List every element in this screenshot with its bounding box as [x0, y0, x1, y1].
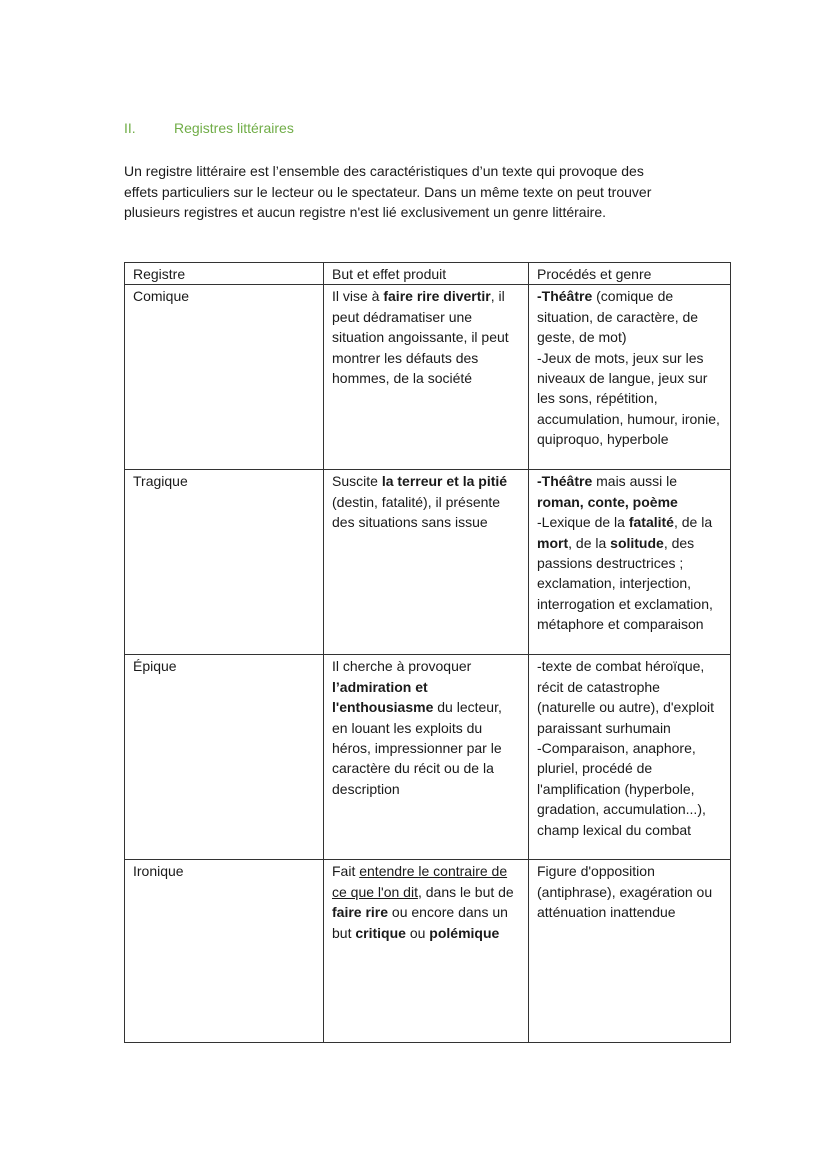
bold-text: -Théâtre	[537, 288, 593, 305]
text: Suscite	[332, 473, 382, 490]
bold-text: faire rire divertir	[383, 288, 491, 305]
cell-registre: Tragique	[125, 470, 324, 655]
bold-text: polémique	[429, 924, 500, 941]
text: du lecteur, en louant les exploits du héros, impressionner par le caractère du récit ou de la description	[332, 699, 502, 797]
procede-line	[537, 512, 722, 634]
header-but: But et effet produit	[324, 263, 529, 285]
text: Il vise à	[332, 288, 384, 305]
section-title: Registres littéraires	[174, 120, 294, 136]
cell-procedes	[529, 655, 731, 860]
table-row-tragique	[125, 470, 731, 655]
cell-procedes	[529, 285, 731, 470]
text: -Lexique de la	[537, 514, 629, 531]
underlined-text: entendre le contraire de ce que l'on dit	[332, 863, 508, 900]
text: ou encore dans un but	[332, 904, 508, 941]
text: , dans le but de	[417, 883, 514, 900]
procede-line	[537, 471, 722, 512]
table-row-comique	[125, 285, 731, 470]
bold-text: l’admiration et l'enthousiasme	[332, 678, 434, 716]
text: ou	[405, 924, 430, 941]
procede-line: -texte de combat héroïque, récit de catastrophe (naturelle ou autre), d'exploit paraissant surhumain	[537, 658, 714, 736]
bold-text: roman, conte, poème	[537, 493, 678, 510]
procede-line: -Jeux de mots, jeux sur les niveaux de langue, jeux sur les sons, répétition, accumulation, humour, ironie, quiproquo, hyperbole	[537, 349, 720, 448]
procede-line: -Comparaison, anaphore, pluriel, procédé de l'amplification (hyperbole, gradation, accumulation...), champ lexical du combat	[537, 740, 706, 838]
bold-text: la terreur et la pitié	[381, 473, 508, 490]
table-header-row	[125, 263, 731, 285]
bold-text: -Théâtre	[537, 473, 593, 490]
table-row-epique	[125, 655, 731, 860]
cell-but	[324, 285, 529, 470]
cell-registre: Comique	[125, 285, 324, 470]
header-procedes: Procédés et genre	[529, 263, 731, 285]
text: , de la	[673, 514, 713, 531]
cell-procedes: Figure d'opposition (antiphrase), exagération ou atténuation inattendue	[529, 860, 731, 1043]
cell-but	[324, 470, 529, 655]
cell-registre: Épique	[125, 655, 324, 860]
table-row-ironique	[125, 860, 731, 1043]
header-registre: Registre	[125, 263, 324, 285]
cell-procedes	[529, 470, 731, 655]
section-heading	[124, 120, 294, 136]
text: (destin, fatalité), il présente des situations sans issue	[332, 493, 501, 531]
text: , il peut dédramatiser une situation angoissante, il peut montrer les défauts des hommes, de la société	[332, 288, 509, 387]
intro-line: Un registre littéraire est l’ensemble des caractéristiques d’un texte qui provoque des	[124, 163, 644, 179]
text: , de la	[568, 534, 611, 551]
cell-but	[324, 655, 529, 860]
text: (comique de situation, de caractère, de geste, de mot)	[537, 288, 699, 346]
cell-but	[324, 860, 529, 1043]
text: mais aussi le	[592, 473, 678, 490]
bold-text: faire rire	[332, 904, 389, 921]
section-number: II.	[124, 120, 136, 136]
text: , des passions destructrices ; exclamation, interjection, interrogation et exclamation, métaphore et comparaison	[537, 534, 713, 633]
text: Fait	[332, 863, 360, 880]
bold-text: mort	[537, 534, 569, 551]
procede-line	[537, 286, 722, 347]
bold-text: fatalité	[628, 514, 674, 531]
bold-text: critique	[355, 924, 406, 941]
cell-registre: Ironique	[125, 860, 324, 1043]
intro-paragraph	[124, 161, 714, 223]
intro-line: effets particuliers sur le lecteur ou le spectateur. Dans un même texte on peut trouver	[124, 183, 652, 200]
bold-text: solitude	[610, 534, 664, 551]
registers-table	[124, 262, 731, 1043]
text: Il cherche à provoquer	[332, 658, 472, 675]
intro-line: plusieurs registres et aucun registre n'est lié exclusivement un genre littéraire.	[124, 204, 607, 220]
